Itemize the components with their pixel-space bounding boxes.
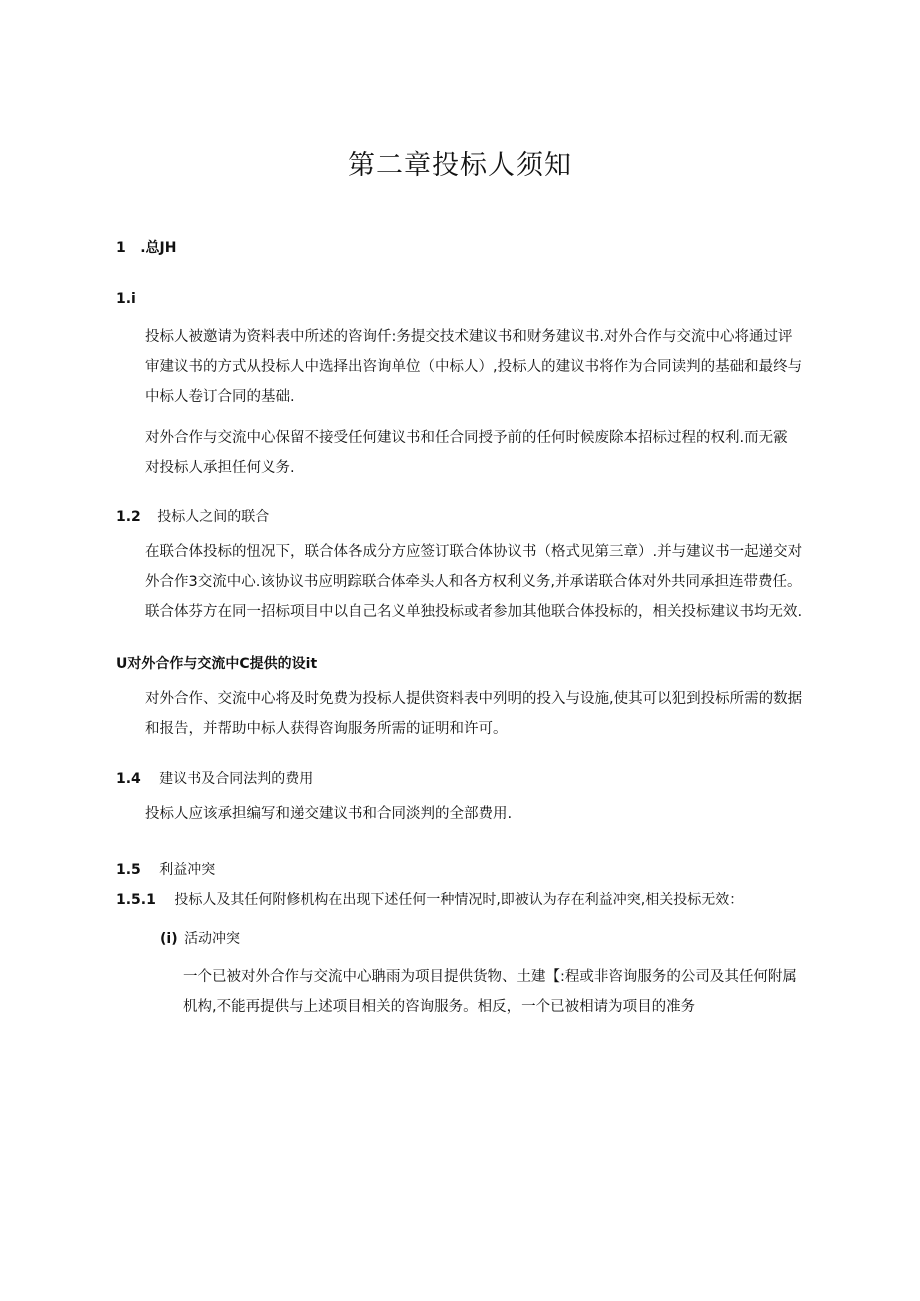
section-1-4-heading: [116, 768, 313, 788]
subsection-i-number: (i): [160, 931, 178, 947]
section-1-5-heading: [116, 859, 215, 879]
section-1-number: 1: [116, 240, 126, 256]
section-1-5-1-heading: [116, 889, 743, 909]
paragraph-1-line: 审建议书的方式从投标人中选择出咨询单位（中标人）,投标人的建议书将作为合同读判的基础和最终与: [145, 359, 803, 375]
paragraph-1-line: 投标人被邀请为资料表中所述的咨询仟:务提交技术建议书和财务建议书.对外合作与交流中心将通过评: [145, 329, 793, 345]
paragraph-6-line: 机构,不能再提供与上述项目相关的咨询服务。相反，一个已被相请为项目的准务: [183, 999, 696, 1015]
paragraph-3-line: 外合作3交流中心.该协议书应明踪联合体牵头人和各方权利义务,并承诺联合体对外共同承担连带费任。: [145, 574, 802, 590]
section-1-3-heading: [116, 653, 317, 673]
section-1-1-number: 1.i: [116, 291, 136, 307]
section-1-4-number: 1.4: [116, 771, 141, 787]
paragraph-4-line: 对外合作、交流中心将及时免费为投标人提供资料表中列明的投入与设施,使其可以犯到投标所需的数据: [145, 691, 803, 707]
section-1-5-label: 利益冲突: [159, 862, 216, 878]
paragraph-5: [145, 799, 512, 829]
paragraph-2-line: 对外合作与交流中心保留不接受任何建议书和任合同授予前的任何时候废除本招标过程的权利.而无霰: [145, 430, 788, 446]
paragraph-3-line: 联合体芬方在同一招标项目中以自己名义单独投标或者参加其他联合体投标的，相关投标建议书均无效.: [145, 604, 803, 620]
paragraph-2-line: 对投标人承担任何义务.: [145, 460, 295, 476]
paragraph-2: [145, 423, 788, 483]
paragraph-3-line: 在联合体投标的忸况下，联合体各成分方应签订联合体协议书（格式见第三章）.并与建议书一起递交对: [145, 544, 803, 560]
section-1-5-1-label: 投标人及其任何附修机构在出现下述任何一种情况时,即被认为存在利益冲突,相关投标无效：: [174, 892, 744, 908]
paragraph-1-line: 中标人卷订合同的基础.: [145, 389, 295, 405]
paragraph-1: [145, 322, 802, 412]
section-1-2-number: 1.2: [116, 509, 141, 525]
section-1-1-heading: [116, 291, 136, 307]
paragraph-4-line: 和报告，并帮助中标人获得咨询服务所需的证明和许可。: [145, 721, 508, 737]
section-1-3-label: U对外合作与交流中C提供的设it: [116, 656, 318, 672]
paragraph-6-line: 一个已被对外合作与交流中心聃雨为项目提供货物、土建【:程或非咨询服务的公司及其任何附属: [183, 969, 797, 985]
subsection-i-heading: [160, 928, 240, 948]
paragraph-5-line: 投标人应该承担编写和递交建议书和合同淡判的全部费用.: [145, 806, 513, 822]
chapter-title: 第二章投标人须知: [348, 150, 572, 181]
subsection-i-label: 活动冲突: [184, 931, 241, 947]
section-1-heading: [116, 237, 176, 257]
section-1-2-heading: [116, 506, 269, 526]
section-1-5-number: 1.5: [116, 862, 141, 878]
section-1-5-1-number: 1.5.1: [116, 892, 156, 908]
paragraph-3: [145, 537, 802, 627]
section-1-4-label: 建议书及合同法判的费用: [159, 771, 314, 787]
section-1-2-label: 投标人之间的联合: [157, 509, 270, 525]
section-1-label: .总JH: [140, 240, 177, 256]
paragraph-4: [145, 684, 802, 744]
paragraph-6: [183, 962, 797, 1022]
